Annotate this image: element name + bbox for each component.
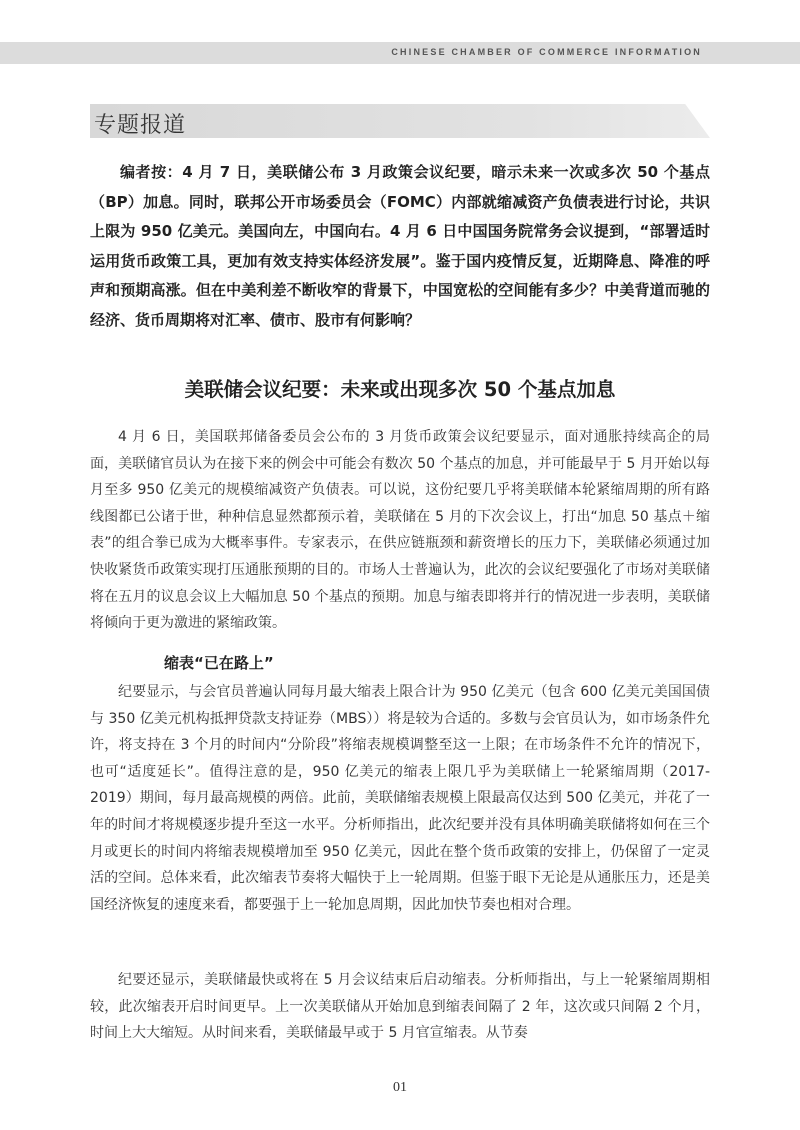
article-paragraph-1: 4 月 6 日，美国联邦储备委员会公布的 3 月货币政策会议纪要显示，面对通胀持续高企的局面，美联储官员认为在接下来的例会中可能会有数次 50 个基点的加息，并可能最早于 5 月开始以每月至多 950 亿美元的规模缩减资产负债表。可以说，这份纪要几乎将美联储本轮紧缩周期的所有路线图都已公诸于世，种种信息显然都预示着，美联储在 5 月的下次会议上，打出“加息 50 基点＋缩表”的组合拳已成为大概率事件。专家表示，在供应链瓶颈和薪资增长的压力下，美联储必须通过加快收紧货币政策实现打压通胀预期的目的。市场人士普遍认为，此次的会议纪要强化了市场对美联储将在五月的议息会议上大幅加息 50 个基点的预期。加息与缩表即将并行的情况进一步表明，美联储将倾向于更为激进的紧缩政策。 (90, 429, 710, 632)
page-number: 01 (393, 1080, 407, 1095)
editor-note: 编者按：4 月 7 日，美联储公布 3 月政策会议纪要，暗示未来一次或多次 50 个基点（BP）加息。同时，联邦公开市场委员会（FOMC）内部就缩减资产负债表进行讨论，共识上限为 950 亿美元。美国向左，中国向右。4 月 6 日中国国务院常务会议提到，“部署适时运用货币政策工具，更加有效支持实体经济发展”。鉴于国内疫情反复，近期降息、降准的呼声和预期高涨。但在中美利差不断收窄的背景下，中国宽松的空间能有多少？中美背道而驰的经济、货币周期将对汇率、债市、股市有何影响？ (90, 163, 710, 329)
section-title: 专题报道 (94, 113, 187, 138)
section-banner (90, 104, 710, 138)
article-paragraph-2: 纪要显示，与会官员普遍认同每月最大缩表上限合计为 950 亿美元（包含 600 亿美元美国国债与 350 亿美元机构抵押贷款支持证券（MBS））将是较为合适的。多数与会官员认为，如市场条件允许，将支持在 3 个月的时间内“分阶段”将缩表规模调整至这一上限；在市场条件不允许的情况下，也可“适度延长”。值得注意的是，950 亿美元的缩表上限几乎为美联储上一轮紧缩周期（2017-2019）期间，每月最高规模的两倍。此前，美联储缩表规模上限最高仅达到 500 亿美元，并花了一年的时间才将规模逐步提升至这一水平。分析师指出，此次纪要并没有具体明确美联储将如何在三个月或更长的时间内将缩表规模增加至 950 亿美元，因此在整个货币政策的安排上，仍保留了一定灵活的空间。总体来看，此次缩表节奏将大幅快于上一轮周期。但鉴于眼下无论是从通胀压力，还是美国经济恢复的速度来看，都要强于上一轮加息周期，因此加快节奏也相对合理。 (90, 684, 710, 913)
article-headline: 美联储会议纪要：未来或出现多次 50 个基点加息 (184, 378, 616, 401)
header-band (0, 42, 800, 64)
article-paragraph-3: 纪要还显示，美联储最快或将在 5 月会议结束后启动缩表。分析师指出，与上一轮紧缩周期相较，此次缩表开启时间更早。上一次美联储从开始加息到缩表间隔了 2 年，这次或只间隔 2 个月，时间上大大缩短。从时间来看，美联储最早或于 5 月官宣缩表。从节奏 (90, 972, 710, 1042)
publication-header: CHINESE CHAMBER OF COMMERCE INFORMATION (391, 47, 702, 57)
article-subheading: 缩表“已在路上” (164, 654, 274, 672)
